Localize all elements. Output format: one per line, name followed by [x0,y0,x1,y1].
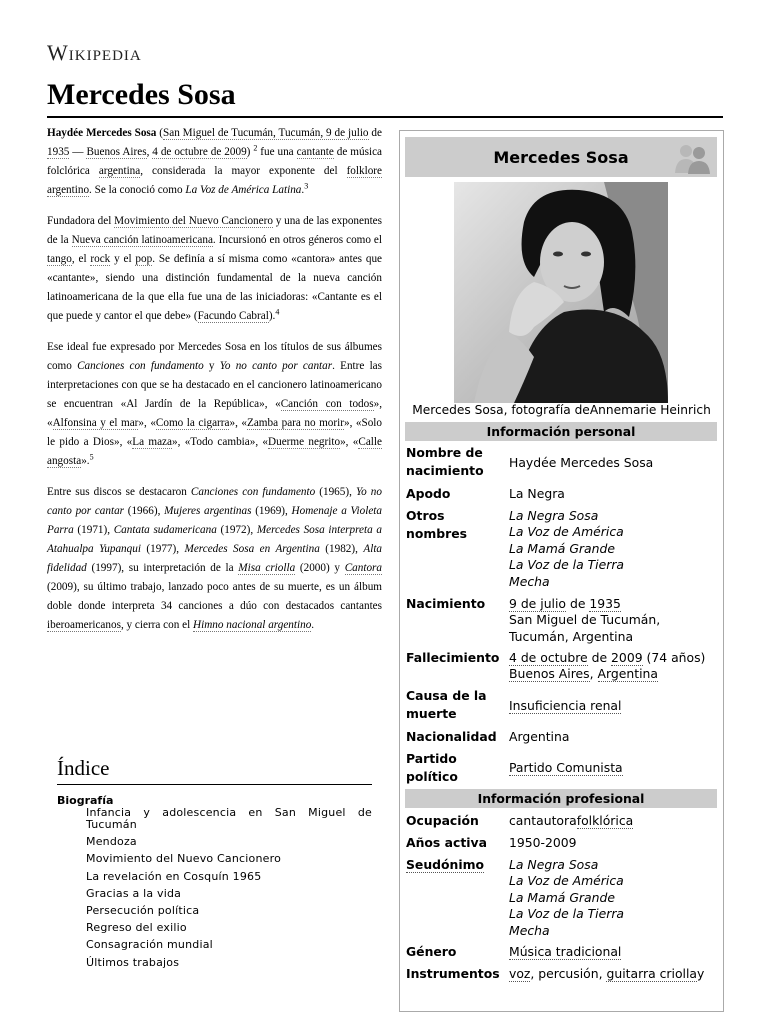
album-title: Misa criolla [238,562,296,574]
alias: La Voz de América [509,524,624,540]
value-nacionalidad: Argentina [509,729,570,744]
text: Fundadora del [47,215,115,227]
label-instrumentos: Instrumentos [406,966,500,981]
album-title: Mercedes Sosa en Argentina [184,543,320,555]
text: . [301,184,305,196]
page-title: Mercedes Sosa [47,78,236,111]
link-musica-tradicional[interactable]: Música tradicional [509,944,622,959]
value-partido [509,760,719,776]
text: . Incursionó en otros géneros como el [212,234,382,246]
value-otros-nombres [509,508,719,590]
toc-item[interactable]: Movimiento del Nuevo Cancionero [86,852,282,866]
toc-item[interactable]: Infancia y adolescencia en San Miguel de Tucumán [86,806,372,831]
text: (1971), [73,524,114,536]
label-seudonimo [406,856,508,874]
link-guitarra-criolla[interactable]: guitarra criolla [606,966,698,981]
alias: Mecha [509,573,550,589]
link-death-year[interactable]: 2009 [611,650,643,665]
link-birth-day[interactable]: 9 de julio [509,596,567,611]
link-rock[interactable]: rock [90,253,111,265]
link-cantora[interactable] [345,562,382,575]
album-title: Cantata sudamericana [113,524,217,536]
album-title: Alta fidelidad [47,543,383,574]
link-birthplace[interactable]: San Miguel de Tucumán, Tucumán, 9 de julio [163,127,369,139]
toc-item[interactable]: Regreso del exilio [86,921,187,935]
label-nacionalidad: Nacionalidad [406,729,497,744]
value-ocupacion [509,813,719,829]
link-argentina[interactable]: argentina [98,165,141,177]
text: . Entre las interpretaciones con que se ha destacado en el cancionero latinoamericano se encuentran «Al Jardín de la República», « [47,360,382,410]
value-anos-activa: 1950-2009 [509,835,577,850]
pseudonym: Mecha [509,922,550,938]
text: (1965), [315,486,356,498]
label-apodo: Apodo [406,486,451,501]
toc-item[interactable]: Consagración mundial [86,938,213,952]
text: », «Todo cambia», « [172,436,269,448]
link-cantante[interactable]: cantante [296,146,334,158]
link-movimiento[interactable]: Movimiento del Nuevo Cancionero [114,215,273,227]
link-insuficiencia-renal[interactable]: Insuficiencia renal [509,698,622,713]
value-apodo: La Negra [509,486,565,501]
text: fue una [257,146,297,158]
link-song[interactable]: Calle angosta [47,436,382,467]
link-annemarie-heinrich[interactable]: Annemarie Heinrich [589,403,711,417]
text: (1977), [140,543,185,555]
text: de [368,127,382,139]
caption-text: Mercedes Sosa, fotografía de [412,403,590,417]
link-seudonimo[interactable]: Seudónimo [406,857,485,872]
table-of-contents [57,756,372,974]
pseudonym: La Mamá Grande [509,889,615,905]
text: ». [81,455,90,467]
pseudonym: La Voz de América [509,873,624,889]
link-death-country[interactable]: Argentina [597,666,658,682]
footnote-ref[interactable]: 2 [253,143,258,153]
label-partido: Partido político [406,751,458,784]
text: , percusión, [530,966,607,981]
footnote-ref[interactable]: 3 [304,181,309,191]
album-title: Mercedes Sosa interpreta a Atahualpa Yupanqui [47,524,382,555]
value-causa [509,698,719,714]
section-personal-header: Información personal [405,422,717,441]
toc-item[interactable]: Persecución política [86,903,200,917]
text: y [203,360,220,372]
text: y el [110,253,136,265]
value-instrumentos [509,966,719,982]
label-causa: Causa de la muerte [406,688,487,721]
text: . Se definía a sí misma como «cantora» antes que «cantante», siendo una distinción fundamental de la nueva canción latinoamericana de la que ella fue una de las iniciadoras: «Cantante es el que puede y cantor el que debe» ( [47,253,383,322]
album-title: Cantora [344,562,383,574]
alias: La Mamá Grande [509,540,615,556]
link-deathdate[interactable]: 4 de octubre de 2009 [152,146,247,158]
text: , [589,666,598,682]
link-iberoamericanos[interactable]: iberoamericanos [47,619,121,631]
text: de [587,650,612,665]
album-title: Canciones con fundamento [190,486,316,498]
toc-item[interactable]: Gracias a la vida [86,886,182,900]
toc-item[interactable]: La revelación en Cosquín 1965 [86,869,262,883]
text: », « [229,417,247,429]
text: », « [138,417,156,429]
text: . [311,619,315,631]
link-himno[interactable] [193,619,311,632]
paragraph-ideal [47,338,382,471]
text: de música folclórica [47,146,382,177]
album-title: Yo no canto por cantar [219,360,333,372]
title-divider [47,116,723,118]
text: — [69,146,87,158]
alias: La Voz de la Tierra [509,557,625,573]
pseudonym: La Negra Sosa [509,857,599,872]
photo-caption [400,403,723,417]
link-voz[interactable]: voz [509,966,531,981]
text: (1972), [216,524,257,536]
infobox-title-bar [405,137,717,177]
text: (2000) y [295,562,345,574]
nickname: La Voz de América Latina [185,184,302,196]
label-ocupacion: Ocupación [406,813,479,828]
infobox-title: Mercedes Sosa [493,147,629,167]
link-folklorica[interactable]: folklórica [576,813,634,828]
pseudonym: La Voz de la Tierra [509,906,625,922]
himno-title: Himno nacional argentino [193,619,312,631]
paragraph-movimiento [47,212,382,326]
link-birth-year[interactable]: 1935 [589,596,621,611]
link-song[interactable]: Zamba para no morir [247,417,344,429]
value-fallecimiento [509,650,719,683]
paragraph-intro: Haydée Mercedes Sosa (San Miguel de Tucumán, Tucumán, 9 de julio de 1935 — Buenos Aires, 4 de octubre de 2009) $^2$ fue una cantante de música folclórica argentina, considerada la mayor exponente del folklore argentino. Se la conoció como La Voz de América Latina.$^3$ [47,127,382,196]
value-nombre: Haydée Mercedes Sosa [509,455,654,470]
link-tango[interactable]: tango [47,253,72,265]
album-title: Yo no canto por cantar [47,486,382,517]
text: , considerada la mayor exponente del [140,165,347,177]
link-song[interactable]: Alfonsina y el mar [52,417,139,429]
text: cantautora [509,813,577,828]
text: de [566,596,590,611]
toc-item[interactable]: Últimos trabajos [86,955,180,969]
toc-heading: Índice [57,756,372,785]
link-1935[interactable]: 1935 [47,146,70,158]
label-nacimiento: Nacimiento [406,596,486,611]
text: (1982), [319,543,364,555]
text: (1966), [124,505,165,517]
link-death-day[interactable]: 4 de octubre [509,650,588,665]
text: Entre sus discos se destacaron [47,486,191,498]
link-folklore[interactable]: folklore argentino [47,165,382,196]
text: ). [268,310,276,322]
subject-name: Haydée Mercedes Sosa [47,127,157,139]
text: (1969), [251,505,292,517]
text: , y cierra con el [120,619,193,631]
text: ) [246,146,254,158]
link-death-city[interactable]: Buenos Aires [509,666,590,682]
label-nombre: Nombre de nacimiento [406,445,484,478]
toc-item[interactable]: Mendoza [86,835,137,849]
birth-place: San Miguel de Tucumán, Tucumán, Argentina [509,612,661,644]
label-anos-activa: Años activa [406,835,487,850]
text: y [697,966,705,981]
alias: La Negra Sosa [509,508,599,523]
link-misa-criolla[interactable] [238,562,295,575]
value-genero [509,944,719,960]
text: . Se la conoció como [89,184,186,196]
footnote-ref[interactable]: 4 [275,307,280,317]
text: », « [340,436,359,448]
link-song[interactable]: Canción con todos [280,398,374,410]
value-nacimiento [509,596,719,645]
wikipedia-logo[interactable]: Wikipedia [47,40,142,65]
toc-list [57,807,372,969]
link-pop[interactable]: pop [135,253,153,265]
text: y una de las exponentes de la [47,215,382,246]
text: (1997), su interpretación de la [86,562,239,574]
link-buenos-aires[interactable]: Buenos Aires [86,146,147,158]
portrait-photo[interactable] [454,182,668,403]
text: (2009), su último trabajo, lanzado poco antes de su muerte, es un álbum doble donde interpreta 34 canciones a dúo con destacados cantantes [47,581,382,612]
link-partido-comunista[interactable]: Partido Comunista [509,760,623,775]
text: , el [71,253,91,265]
section-profesional-header: Información profesional [405,789,717,808]
link-song[interactable]: Duerme negrito [268,436,341,448]
text: , [146,146,153,158]
album-title: Homenaje a Violeta Parra [47,505,383,536]
label-fallecimiento: Fallecimiento [406,650,500,665]
link-song[interactable]: Como la cigarra [155,417,230,429]
link-song[interactable]: La maza [132,436,172,448]
age-at-death: (74 años) [642,650,706,665]
text: », « [47,398,382,429]
album-title: Mujeres argentinas [164,505,252,517]
album-title: Canciones con fundamento [77,360,204,372]
infobox [399,130,724,1012]
label-otros-nombres: Otros nombres [406,508,468,541]
toc-section-biografia[interactable]: Biografía [57,794,114,807]
article-body [47,124,382,647]
footnote-ref[interactable]: 5 [89,452,94,462]
paragraph-discos [47,483,382,635]
value-seudonimo [509,857,719,939]
label-genero: Género [406,944,457,959]
link-facundo-cabral[interactable]: Facundo Cabral [197,310,269,322]
text: Ese ideal fue expresado por Mercedes Sosa en los títulos de sus álbumes como [47,341,382,372]
link-nueva-cancion[interactable]: Nueva canción latinoamericana [71,234,213,246]
people-icon [673,139,711,175]
text: », «Solo le pido a Dios», « [47,417,383,448]
